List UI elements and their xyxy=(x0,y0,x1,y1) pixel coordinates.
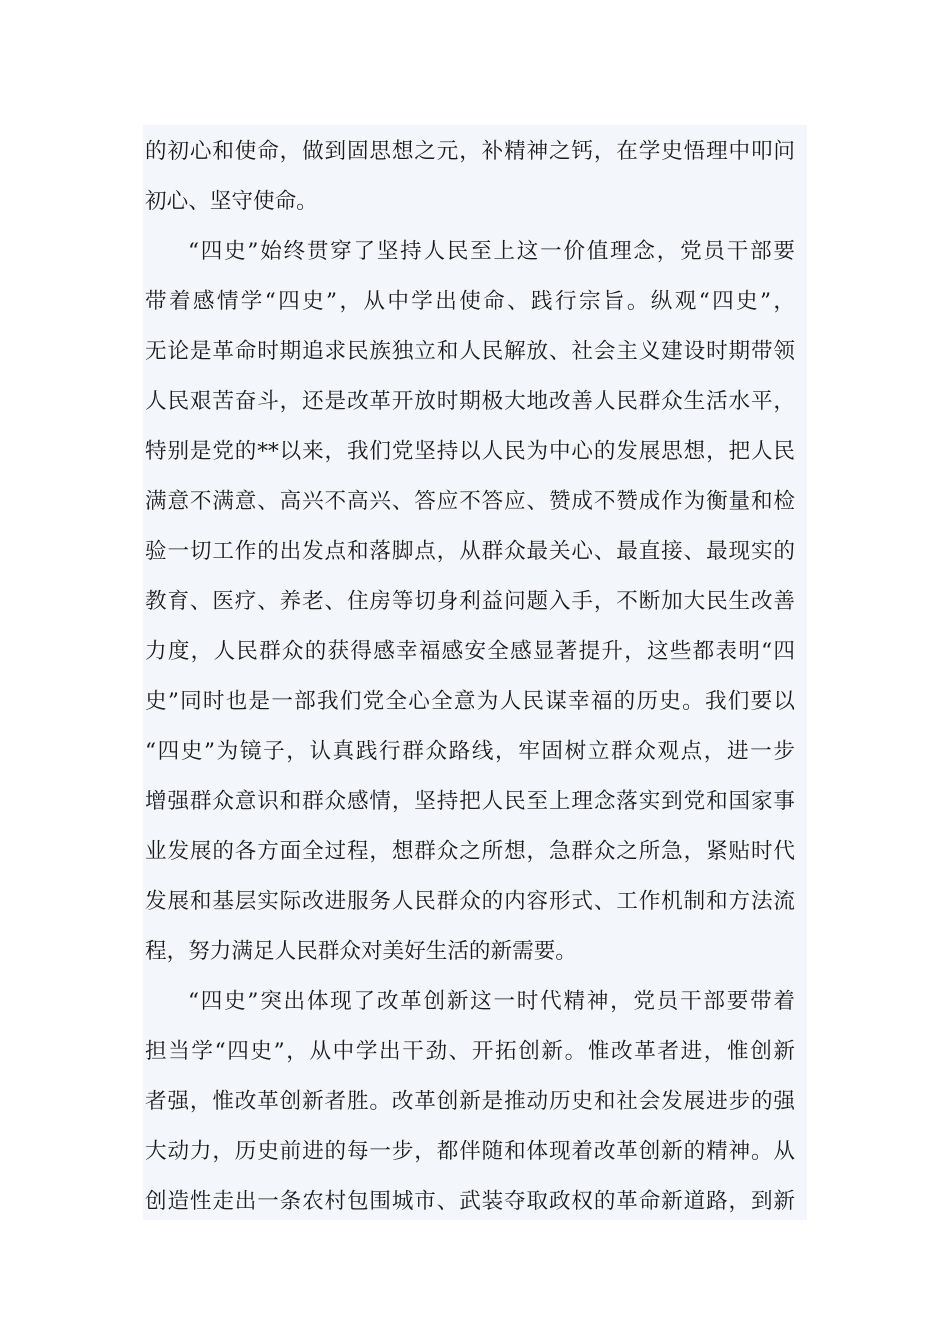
text-line: 程，努力满足人民群众对美好生活的新需要。 xyxy=(145,939,577,964)
text-line: 验一切工作的出发点和落脚点，从群众最关心、最直接、最现实的 xyxy=(145,539,795,564)
text-line: “四史”突出体现了改革创新这一时代精神，党员干部要带着 xyxy=(188,989,795,1014)
text-line: 人民艰苦奋斗，还是改革开放时期极大地改善人民群众生活水平， xyxy=(145,389,795,414)
text-line: 特别是党的**以来，我们党坚持以人民为中心的发展思想，把人民 xyxy=(145,439,795,464)
text-line: “四史”为镜子，认真践行群众路线，牢固树立群众观点，进一步 xyxy=(145,739,795,764)
text-line: 初心、坚守使命。 xyxy=(145,189,318,214)
text-line: 史”同时也是一部我们党全心全意为人民谋幸福的历史。我们要以 xyxy=(145,689,795,714)
text-line: 的初心和使命，做到固思想之元，补精神之钙，在学史悟理中叩问 xyxy=(145,139,795,164)
text-line: 业发展的各方面全过程，想群众之所想，急群众之所急，紧贴时代 xyxy=(145,839,795,864)
text-line: 大动力，历史前进的每一步，都伴随和体现着改革创新的精神。从 xyxy=(145,1139,795,1164)
text-line: 者强，惟改革创新者胜。改革创新是推动历史和社会发展进步的强 xyxy=(145,1089,795,1114)
text-line: 担当学“四史”，从中学出干劲、开拓创新。惟改革者进，惟创新 xyxy=(145,1039,795,1064)
text-line: 无论是革命时期追求民族独立和人民解放、社会主义建设时期带领 xyxy=(145,339,795,364)
text-line: 创造性走出一条农村包围城市、武装夺取政权的革命新道路，到新 xyxy=(145,1189,795,1214)
text-line: 带着感情学“四史”，从中学出使命、践行宗旨。纵观“四史”， xyxy=(145,289,795,314)
text-line: 教育、医疗、养老、住房等切身利益问题入手，不断加大民生改善 xyxy=(145,589,795,614)
text-block xyxy=(143,125,807,1220)
text-line: 力度，人民群众的获得感幸福感安全感显著提升，这些都表明“四 xyxy=(145,639,795,664)
text-line: “四史”始终贯穿了坚持人民至上这一价值理念，党员干部要 xyxy=(188,239,795,264)
text-line: 发展和基层实际改进服务人民群众的内容形式、工作机制和方法流 xyxy=(145,889,795,914)
text-line: 增强群众意识和群众感情，坚持把人民至上理念落实到党和国家事 xyxy=(145,789,795,814)
text-line: 满意不满意、高兴不高兴、答应不答应、赞成不赞成作为衡量和检 xyxy=(145,489,795,514)
